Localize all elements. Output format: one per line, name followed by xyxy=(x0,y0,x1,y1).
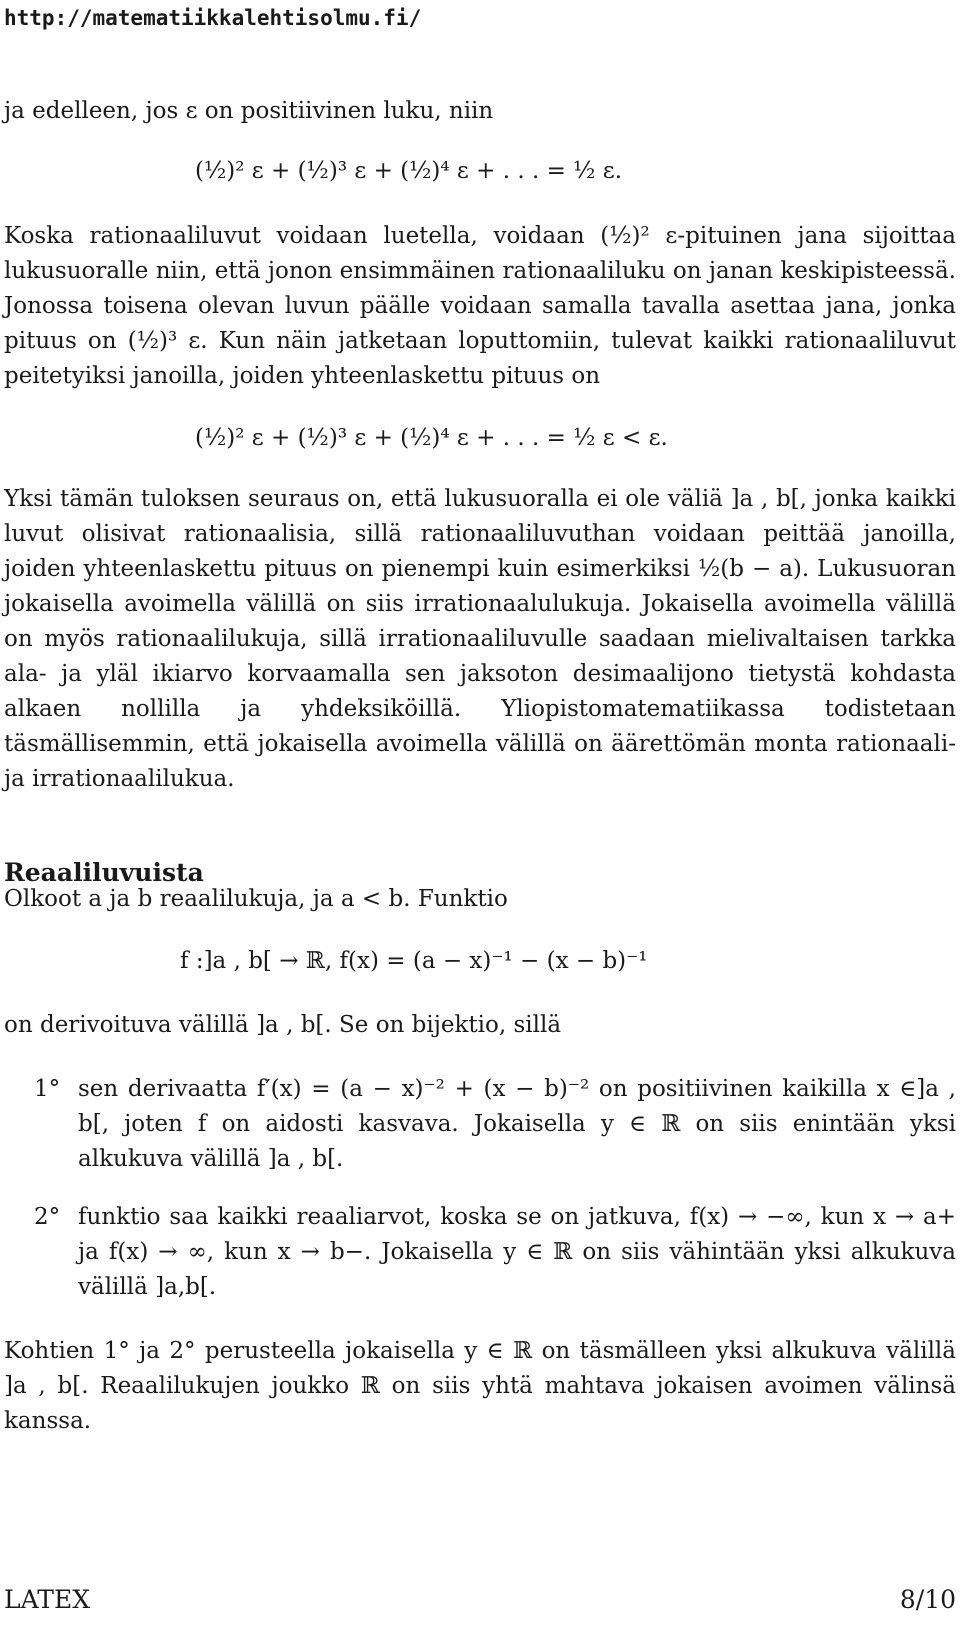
equation-2: (½)² ε + (½)³ ε + (½)⁴ ε + . . . = ½ ε < ε. xyxy=(195,425,668,451)
list-item-text: funktio saa kaikki reaaliarvot, koska se on jatkuva, f(x) → −∞, kun x → a+ ja f(x) → ∞, kun x → b−. Jokaisella y ∈ ℝ on siis vähintään yksi alkukuva välillä ]a,b[. xyxy=(78,1204,956,1300)
section-heading: Reaaliluvuista xyxy=(4,858,204,887)
equation-3: f :]a , b[ → ℝ, f(x) = (a − x)⁻¹ − (x − b)⁻¹ xyxy=(180,948,648,974)
paragraph-rationals-cover: Koska rationaaliluvut voidaan luetella, voidaan (½)² ε-pituinen jana sijoittaa lukusuoralle niin, että jonon ensimmäinen rationaaliluku on janan keskipisteessä. Jonossa toisena olevan luvun päälle voidaan samalla tavalla asettaa jana, jonka pituus on (½)³ ε. Kun näin jatketaan loputtomiin, tulevat kaikki rationaaliluvut peitetyiksi janoilla, joiden yhteenlaskettu pituus on xyxy=(4,223,956,389)
paragraph-derivable: on derivoituva välillä ]a , b[. Se on bijektio, sillä xyxy=(4,1012,562,1038)
paragraph-conclusion: Kohtien 1° ja 2° perusteella jokaisella y ∈ ℝ on täsmälleen yksi alkukuva välillä ]a , b[. Reaalilukujen joukko ℝ on siis yhtä mahtava jokaisen avoimen välinsä kanssa. xyxy=(4,1338,956,1434)
equation-1: (½)² ε + (½)³ ε + (½)⁴ ε + . . . = ½ ε. xyxy=(195,158,623,184)
paragraph-definition: Olkoot a ja b reaalilukuja, ja a < b. Funktio xyxy=(4,886,508,912)
list-item-number: 1° xyxy=(34,1076,61,1102)
page-url: http://matematiikkalehtisolmu.fi/ xyxy=(4,6,422,30)
paragraph-intro: ja edelleen, jos ε on positiivinen luku, niin xyxy=(4,98,494,124)
list-item-text: sen derivaatta f′(x) = (a − x)⁻² + (x − b)⁻² on positiivinen kaikilla x ∈]a , b[, joten f on aidosti kasvava. Jokaisella y ∈ ℝ on siis enintään yksi alkukuva välillä ]a , b[. xyxy=(78,1076,956,1172)
page-number: 8/10 xyxy=(899,1585,956,1614)
latex-logo: LATEX xyxy=(4,1585,91,1614)
list-item-number: 2° xyxy=(34,1204,61,1230)
paragraph-consequence: Yksi tämän tuloksen seuraus on, että lukusuoralla ei ole väliä ]a , b[, jonka kaikki luvut olisivat rationaalisia, sillä rationaaliluvuthan voidaan peittää janoilla, joiden yhteenlaskettu pituus on pienempi kuin esimerkiksi ½(b − a). Lukusuoran jokaisella avoimella välillä on siis irrationaalulukuja. Jokaisella avoimella välillä on myös rationaalilukuja, sillä irrationaaliluvulle saadaan mielivaltaisen tarkka ala- ja yläl ikiarvo korvaamalla sen jaksoton desimaalijono tietystä kohdasta alkaen nollilla ja yhdeksiköillä. Yliopistomatematiikassa todistetaan täsmällisemmin, että jokaisella avoimella välillä on äärettömän monta rationaali- ja irrationaalilukua. xyxy=(4,486,956,792)
